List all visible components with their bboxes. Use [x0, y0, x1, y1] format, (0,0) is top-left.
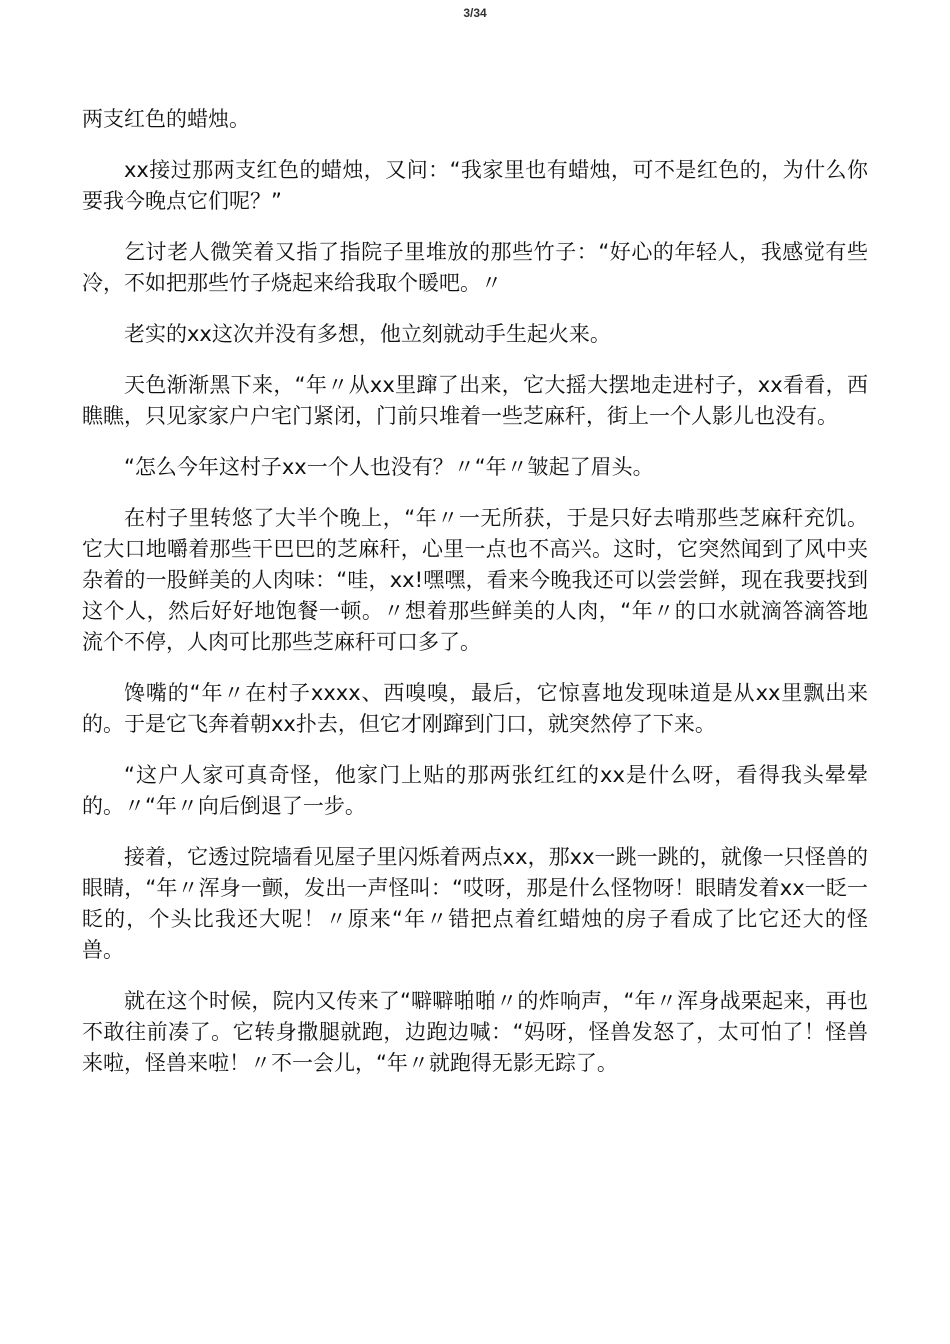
paragraph: “这户人家可真奇怪，他家门上贴的那两张红红的xx是什么呀，看得我头晕晕的。〃“年〃向后倒退了一步。: [82, 763, 868, 818]
paragraph: 就在这个时候，院内又传来了“噼噼啪啪〃的炸响声，“年〃浑身战栗起来，再也不敢往前凑了。它转身撒腿就跑，边跑边喊：“妈呀，怪兽发怒了，太可怕了！怪兽来啦，怪兽来啦！〃不一会儿，“年〃就跑得无影无踪了。: [82, 989, 868, 1075]
paragraph: 接着，它透过院墙看见屋子里闪烁着两点xx，那xx一跳一跳的，就像一只怪兽的眼睛，“年〃浑身一颤，发出一声怪叫：“哎呀，那是什么怪物呀！眼睛发着xx一眨一眨的，个头比我还大呢！〃原来“年〃错把点着红蜡烛的房子看成了比它还大的怪兽。: [82, 845, 868, 962]
page-number: 3/34: [463, 6, 487, 20]
paragraph: 老实的xx这次并没有多想，他立刻就动手生起火来。: [124, 322, 611, 346]
document-body: [82, 104, 868, 1099]
paragraph: xx接过那两支红色的蜡烛，又问：“我家里也有蜡烛，可不是红色的，为什么你要我今晚点它们呢？”: [82, 158, 868, 213]
paragraph: “怎么今年这村子xx一个人也没有？〃“年〃皱起了眉头。: [124, 455, 654, 479]
paragraph: 馋嘴的“年〃在村子xxxx、西嗅嗅，最后，它惊喜地发现味道是从xx里飘出来的。于是它飞奔着朝xx扑去，但它才刚蹿到门口，就突然停了下来。: [82, 681, 868, 736]
paragraph: 天色渐渐黑下来，“年〃从xx里蹿了出来，它大摇大摆地走进村子，xx看看，西瞧瞧，只见家家户户宅门紧闭，门前只堆着一些芝麻秆，街上一个人影儿也没有。: [82, 373, 868, 428]
paragraph: 两支红色的蜡烛。: [82, 107, 250, 131]
paragraph: 乞讨老人微笑着又指了指院子里堆放的那些竹子：“好心的年轻人，我感觉有些冷，不如把那些竹子烧起来给我取个暖吧。〃: [82, 240, 868, 295]
paragraph: 在村子里转悠了大半个晚上，“年〃一无所获，于是只好去啃那些芝麻秆充饥。它大口地嚼着那些干巴巴的芝麻秆，心里一点也不高兴。这时，它突然闻到了风中夹杂着的一股鲜美的人肉味：“哇，xx!嘿嘿，看来今晚我还可以尝尝鲜，现在我要找到这个人，然后好好地饱餐一顿。〃想着那些鲜美的人肉，“年〃的口水就滴答滴答地流个不停，人肉可比那些芝麻秆可口多了。: [82, 506, 868, 654]
